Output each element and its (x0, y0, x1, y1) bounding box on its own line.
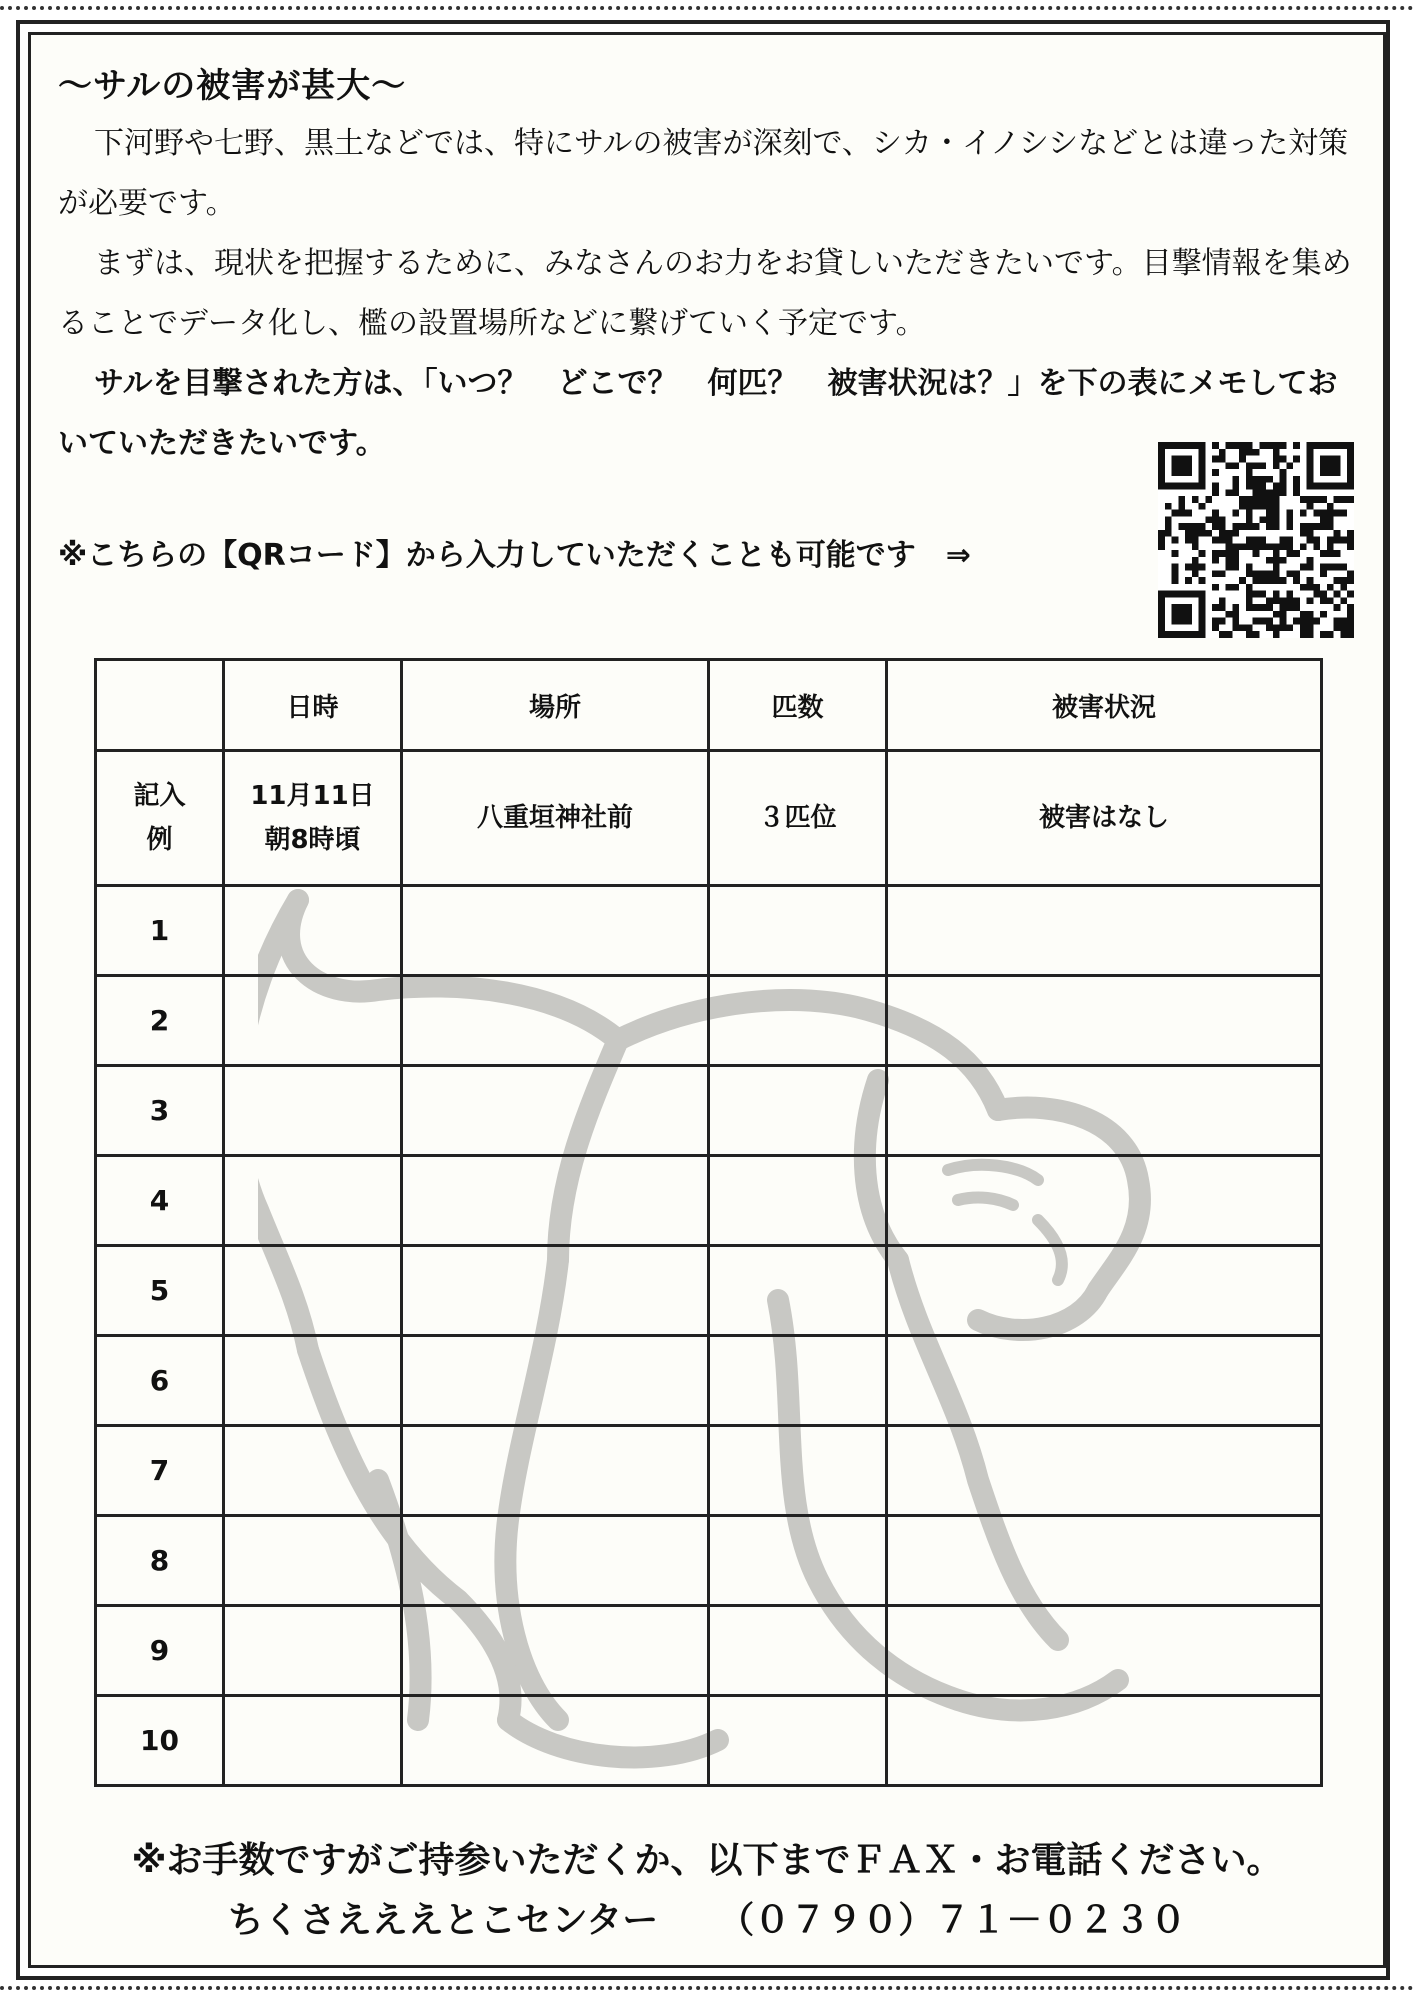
qr-code[interactable] (1158, 442, 1354, 638)
damage-cell[interactable] (887, 1336, 1322, 1426)
damage-cell[interactable] (887, 1516, 1322, 1606)
qr-note: ※こちらの【QRコード】から入力していただくことも可能です ⇒ (58, 538, 971, 573)
header-place: 場所 (402, 660, 709, 751)
example-time: 朝8時頃 (264, 825, 361, 855)
table-row (96, 1426, 1322, 1516)
table-row (96, 976, 1322, 1066)
place-cell[interactable] (402, 886, 709, 976)
place-cell[interactable] (402, 1156, 709, 1246)
row-number: 4 (96, 1156, 224, 1246)
row-number: 9 (96, 1606, 224, 1696)
example-label-line2: 例 (146, 825, 173, 855)
datetime-cell[interactable] (224, 1426, 402, 1516)
damage-cell[interactable] (887, 1246, 1322, 1336)
sighting-log-table (94, 658, 1323, 1787)
example-datetime (224, 751, 402, 886)
example-label (96, 751, 224, 886)
damage-cell[interactable] (887, 1066, 1322, 1156)
request-paragraph (58, 234, 1358, 354)
damage-cell[interactable] (887, 1426, 1322, 1516)
datetime-cell[interactable] (224, 976, 402, 1066)
datetime-cell[interactable] (224, 1606, 402, 1696)
place-cell[interactable] (402, 1696, 709, 1786)
place-cell[interactable] (402, 1246, 709, 1336)
center-name: ちくさえええとこセンター (227, 1900, 659, 1941)
count-cell[interactable] (709, 1516, 887, 1606)
table-row (96, 886, 1322, 976)
damage-cell[interactable] (887, 1696, 1322, 1786)
header-datetime: 日時 (224, 660, 402, 751)
qr-code-graphic (1158, 442, 1354, 638)
header-damage: 被害状況 (887, 660, 1322, 751)
example-date: 11月11日 (250, 781, 375, 811)
place-cell[interactable] (402, 1426, 709, 1516)
place-cell[interactable] (402, 976, 709, 1066)
row-number: 8 (96, 1516, 224, 1606)
damage-cell[interactable] (887, 886, 1322, 976)
count-cell[interactable] (709, 1156, 887, 1246)
row-number: 2 (96, 976, 224, 1066)
datetime-cell[interactable] (224, 886, 402, 976)
datetime-cell[interactable] (224, 1246, 402, 1336)
row-number: 5 (96, 1246, 224, 1336)
intro-text: 下河野や七野、黒土などでは、特にサルの被害が深刻で、シカ・イノシシなどとは違った対策が必要です。 (58, 126, 1349, 221)
place-cell[interactable] (402, 1336, 709, 1426)
example-place: 八重垣神社前 (402, 751, 709, 886)
count-cell[interactable] (709, 1246, 887, 1336)
count-cell[interactable] (709, 1336, 887, 1426)
header-corner-cell (96, 660, 224, 751)
intro-paragraph (58, 114, 1358, 234)
table-row (96, 1066, 1322, 1156)
datetime-cell[interactable] (224, 1066, 402, 1156)
phone-number[interactable]: （０７９０）７１－０２３０ (718, 1900, 1187, 1941)
example-damage: 被害はなし (887, 751, 1322, 886)
count-cell[interactable] (709, 1426, 887, 1516)
footer-instruction: ※お手数ですがご持参いただくか、以下までＦＡＸ・お電話ください。 (131, 1840, 1283, 1881)
row-number: 1 (96, 886, 224, 976)
datetime-cell[interactable] (224, 1336, 402, 1426)
datetime-cell[interactable] (224, 1696, 402, 1786)
table-row (96, 1606, 1322, 1696)
count-cell[interactable] (709, 886, 887, 976)
table-row (96, 1696, 1322, 1786)
count-cell[interactable] (709, 976, 887, 1066)
row-number: 10 (96, 1696, 224, 1786)
top-dotted-border (0, 6, 1414, 10)
table-header-row (96, 660, 1322, 751)
header-count: 匹数 (709, 660, 887, 751)
table-row (96, 1516, 1322, 1606)
datetime-cell[interactable] (224, 1516, 402, 1606)
table-row (96, 1246, 1322, 1336)
count-cell[interactable] (709, 1696, 887, 1786)
row-number: 7 (96, 1426, 224, 1516)
example-row (96, 751, 1322, 886)
footer-contact (0, 1892, 1414, 1943)
example-label-line1: 記入 (133, 781, 186, 811)
damage-cell[interactable] (887, 976, 1322, 1066)
page-title: 〜サルの被害が甚大〜 (58, 66, 407, 106)
place-cell[interactable] (402, 1606, 709, 1696)
row-number: 6 (96, 1336, 224, 1426)
table-row (96, 1156, 1322, 1246)
instruction-text: サルを目撃された方は、「いつ？ どこで？ 何匹？ 被害状況は？」を下の表にメモしておいていただきたいです。 (58, 366, 1338, 461)
damage-cell[interactable] (887, 1606, 1322, 1696)
count-cell[interactable] (709, 1606, 887, 1696)
count-cell[interactable] (709, 1066, 887, 1156)
place-cell[interactable] (402, 1066, 709, 1156)
row-number: 3 (96, 1066, 224, 1156)
place-cell[interactable] (402, 1516, 709, 1606)
datetime-cell[interactable] (224, 1156, 402, 1246)
table-row (96, 1336, 1322, 1426)
request-text: まずは、現状を把握するために、みなさんのお力をお貸しいただきたいです。目撃情報を集めることでデータ化し、檻の設置場所などに繋げていく予定です。 (58, 246, 1352, 341)
damage-cell[interactable] (887, 1156, 1322, 1246)
bottom-dotted-border (0, 1986, 1414, 1990)
example-count: ３匹位 (709, 751, 887, 886)
